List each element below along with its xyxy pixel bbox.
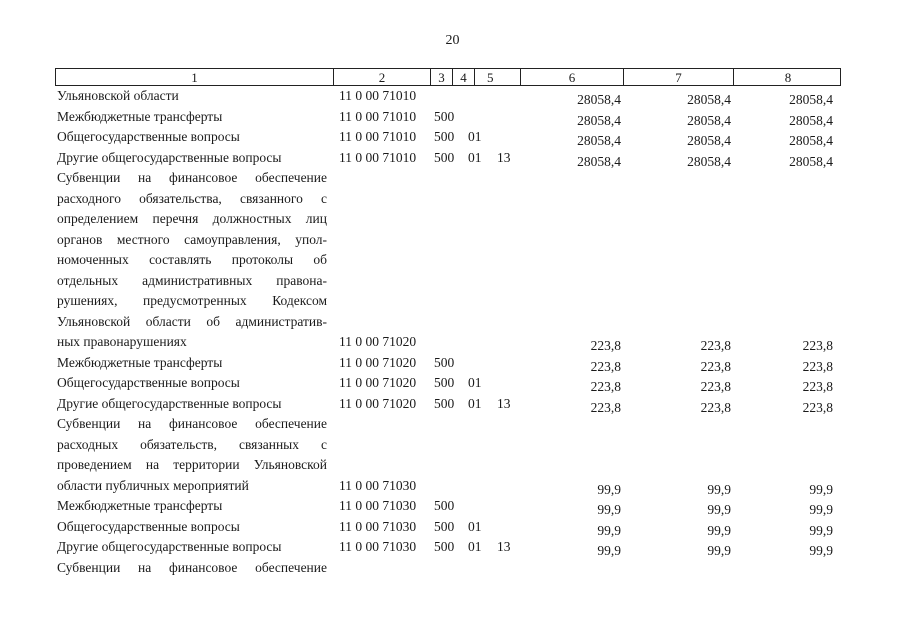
row-value-8: 28058,4 [789, 112, 833, 128]
row-value-6: 99,9 [597, 481, 621, 497]
row-value-7: 223,8 [700, 358, 731, 374]
header-col-2: 2 [334, 69, 431, 85]
table-row [0, 476, 905, 497]
row-col-3: 500 [434, 498, 455, 513]
table-row [0, 312, 905, 333]
row-name: Общегосударственные вопросы [57, 129, 240, 144]
row-col-3: 500 [434, 129, 455, 144]
row-col-3: 500 [434, 518, 455, 534]
row-name: расходных обязательств, связанных с [57, 436, 327, 452]
table-row [0, 496, 905, 517]
row-name: номоченных составлять протоколы об [57, 252, 327, 267]
row-code: 11 0 00 71010 [339, 88, 417, 103]
table-row [0, 189, 905, 210]
row-value-6: 28058,4 [577, 133, 621, 148]
row-code: 11 0 00 71030 [339, 518, 417, 534]
table-row [0, 230, 905, 251]
row-value-7: 28058,4 [687, 153, 731, 169]
row-value-7: 99,9 [707, 522, 731, 538]
table-row [0, 332, 905, 353]
row-name: Межбюджетные трансферты [57, 498, 223, 513]
row-name: рушениях, предусмотренных Кодексом [57, 293, 327, 308]
row-col-3: 500 [434, 149, 455, 165]
row-code: 11 0 00 71030 [339, 498, 417, 513]
table-row [0, 517, 905, 538]
row-col-4: 01 [468, 149, 482, 165]
row-value-6: 99,9 [597, 543, 621, 558]
header-col-3: 3 [431, 69, 453, 85]
table-row [0, 373, 905, 394]
row-value-7: 99,9 [707, 502, 731, 517]
table-row [0, 537, 905, 558]
row-value-7: 28058,4 [687, 92, 731, 107]
row-value-8: 99,9 [809, 502, 833, 517]
row-name: Общегосударственные вопросы [57, 375, 240, 390]
row-col-3: 500 [434, 539, 455, 554]
row-value-8: 99,9 [809, 522, 833, 538]
table-row [0, 414, 905, 435]
table-row [0, 394, 905, 415]
row-code: 11 0 00 71030 [339, 539, 417, 554]
table-row [0, 271, 905, 292]
row-value-6: 28058,4 [577, 92, 621, 107]
table-row [0, 435, 905, 456]
row-value-8: 28058,4 [789, 92, 833, 107]
row-value-7: 223,8 [700, 399, 731, 415]
row-value-8: 99,9 [809, 543, 833, 558]
row-value-7: 28058,4 [687, 133, 731, 148]
row-col-5: 13 [497, 149, 511, 165]
row-code: 11 0 00 71020 [339, 375, 417, 390]
row-col-3: 500 [434, 354, 455, 370]
row-name: Ульяновской области об административ- [57, 313, 327, 329]
row-value-7: 223,8 [700, 338, 731, 353]
row-col-3: 500 [434, 395, 455, 411]
row-code: 11 0 00 71020 [339, 395, 417, 411]
table-body [0, 86, 905, 578]
table-row [0, 148, 905, 169]
row-value-8: 28058,4 [789, 133, 833, 148]
row-col-4: 01 [468, 539, 482, 554]
row-value-6: 99,9 [597, 502, 621, 517]
row-value-7: 28058,4 [687, 112, 731, 128]
row-value-6: 223,8 [590, 338, 621, 353]
table-row [0, 353, 905, 374]
header-col-6: 6 [521, 69, 624, 85]
table-row [0, 86, 905, 107]
row-code: 11 0 00 71020 [339, 354, 417, 370]
row-name: отдельных административных правона- [57, 272, 327, 288]
header-col-7: 7 [624, 69, 734, 85]
row-value-7: 99,9 [707, 481, 731, 497]
row-code: 11 0 00 71030 [339, 477, 417, 493]
row-value-8: 223,8 [802, 399, 833, 415]
row-col-4: 01 [468, 518, 482, 534]
row-value-6: 223,8 [590, 399, 621, 415]
header-col-8: 8 [784, 70, 792, 85]
table-row [0, 291, 905, 312]
row-name: расходного обязательства, связанного с [57, 190, 327, 206]
row-col-4: 01 [468, 129, 482, 144]
row-code: 11 0 00 71010 [339, 149, 417, 165]
table-row [0, 127, 905, 148]
table-row [0, 455, 905, 476]
row-col-5: 13 [497, 395, 511, 411]
table-row [0, 168, 905, 189]
row-name: проведением на территории Ульяновской [57, 457, 327, 472]
header-col-4: 4 [453, 69, 475, 85]
row-name: Другие общегосударственные вопросы [57, 149, 282, 165]
row-col-3: 500 [434, 108, 455, 124]
row-name: Другие общегосударственные вопросы [57, 539, 282, 554]
row-col-5: 13 [497, 539, 511, 554]
row-col-3: 500 [434, 375, 455, 390]
header-col-5: 5 [475, 69, 521, 85]
row-name: определением перечня должностных лиц [57, 211, 327, 226]
table-header-row [55, 68, 841, 86]
row-name: Межбюджетные трансферты [57, 354, 223, 370]
page-number: 20 [445, 33, 460, 48]
row-value-8: 28058,4 [789, 153, 833, 169]
row-name: Субвенции на финансовое обеспечение [57, 416, 327, 431]
row-value-6: 223,8 [590, 358, 621, 374]
row-value-7: 223,8 [700, 379, 731, 394]
row-value-8: 223,8 [802, 379, 833, 394]
row-name: Субвенции на финансовое обеспечение [57, 559, 327, 575]
row-name: области публичных мероприятий [57, 477, 249, 493]
row-value-7: 99,9 [707, 543, 731, 558]
row-value-6: 28058,4 [577, 153, 621, 169]
row-name: Ульяновской области [57, 88, 179, 103]
row-name: Общегосударственные вопросы [57, 518, 240, 534]
row-name: Межбюджетные трансферты [57, 108, 223, 124]
table-row [0, 209, 905, 230]
header-col-1: 1 [56, 69, 334, 85]
table-row [0, 107, 905, 128]
row-code: 11 0 00 71010 [339, 129, 417, 144]
row-value-8: 223,8 [802, 338, 833, 353]
row-name: Другие общегосударственные вопросы [57, 395, 282, 411]
row-col-4: 01 [468, 395, 482, 411]
table-row [0, 250, 905, 271]
row-value-8: 99,9 [809, 481, 833, 497]
row-code: 11 0 00 71010 [339, 108, 417, 124]
row-value-6: 223,8 [590, 379, 621, 394]
table-row [0, 558, 905, 579]
row-name: органов местного самоуправления, упол- [57, 231, 327, 247]
row-name: Субвенции на финансовое обеспечение [57, 170, 327, 185]
row-value-8: 223,8 [802, 358, 833, 374]
row-value-6: 99,9 [597, 522, 621, 538]
row-col-4: 01 [468, 375, 482, 390]
row-name: ных правонарушениях [57, 334, 187, 349]
row-code: 11 0 00 71020 [339, 334, 417, 349]
row-value-6: 28058,4 [577, 112, 621, 128]
